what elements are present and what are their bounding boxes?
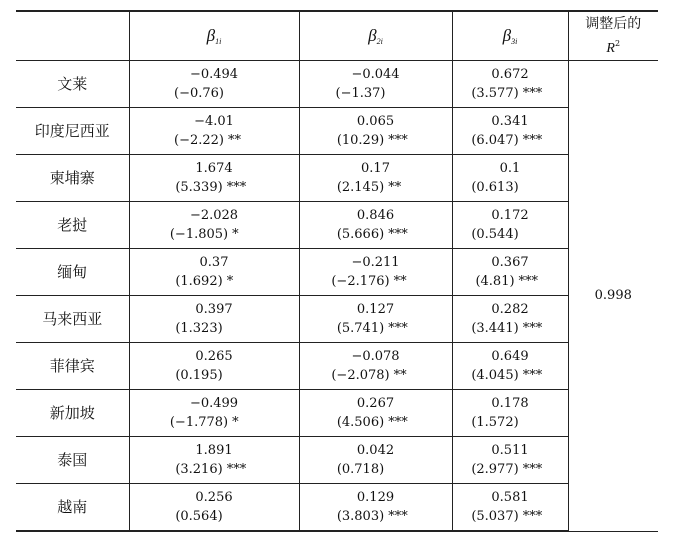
header-beta1: $\beta_{1i}$ (129, 11, 299, 61)
table-row (16, 484, 658, 532)
significance-stars: * (232, 227, 239, 242)
coefficient-value: 0.178 (491, 396, 529, 411)
t-statistic-value: (5.037) (471, 509, 519, 524)
t-statistic-value: (10.29) (336, 133, 385, 148)
coefficient-value: 0.649 (491, 349, 529, 364)
t-statistic-line (453, 131, 568, 150)
coefficient-value: −0.078 (351, 349, 400, 364)
coefficient-cell-b1 (129, 61, 299, 108)
t-statistic-value: (3.803) (336, 509, 385, 524)
t-statistic-line (130, 507, 299, 526)
coefficient-value: 0.1 (499, 161, 521, 176)
t-statistic-line (130, 225, 299, 244)
table-row (16, 390, 658, 437)
t-statistic-line (300, 84, 452, 103)
coefficient-cell-b2 (299, 343, 452, 390)
significance-stars: *** (522, 133, 543, 148)
coefficient-cell-b1 (129, 202, 299, 249)
t-statistic-value: (1.323) (175, 321, 223, 336)
header-beta2: $\beta_{2i}$ (299, 11, 452, 61)
t-statistic-line (300, 460, 452, 479)
t-statistic-value: (2.145) (336, 180, 385, 195)
coefficient-value: 0.511 (491, 443, 529, 458)
significance-stars: *** (388, 133, 408, 148)
t-statistic-value: (0.195) (175, 368, 223, 383)
coefficient-value: −4.01 (194, 114, 234, 129)
coefficient-cell-b2 (299, 437, 452, 484)
significance-stars: *** (518, 274, 539, 289)
t-statistic-value: (0.718) (336, 462, 385, 477)
coefficient-cell-b1 (129, 343, 299, 390)
coefficient-value: 1.891 (195, 443, 233, 458)
table-row (16, 155, 658, 202)
t-statistic-value: (3.216) (175, 462, 223, 477)
coefficient-value: 0.367 (491, 255, 529, 270)
significance-stars: *** (388, 415, 408, 430)
t-statistic-value: (5.339) (175, 180, 223, 195)
t-statistic-value: (0.564) (175, 509, 223, 524)
t-statistic-line (453, 507, 568, 526)
t-statistic-value: (1.572) (471, 415, 519, 430)
t-statistic-value: (5.666) (336, 227, 385, 242)
country-cell: 文莱 (16, 61, 129, 108)
coefficient-cell-b1 (129, 390, 299, 437)
t-statistic-line (300, 272, 452, 291)
coefficient-cell-b2 (299, 108, 452, 155)
t-statistic-value: (0.544) (471, 227, 519, 242)
coefficient-cell-b3 (452, 343, 568, 390)
header-row (16, 11, 658, 61)
t-statistic-line (130, 131, 299, 150)
table-row (16, 343, 658, 390)
coefficient-value: 0.397 (195, 302, 233, 317)
coefficient-value: 0.065 (356, 114, 395, 129)
coefficient-cell-b3 (452, 437, 568, 484)
coefficient-value: 0.267 (356, 396, 395, 411)
t-statistic-line (130, 272, 299, 291)
coefficient-value: 0.256 (195, 490, 233, 505)
coefficient-value: 0.282 (491, 302, 529, 317)
t-statistic-value: (1.692) (175, 274, 223, 289)
coefficient-cell-b3 (452, 155, 568, 202)
country-cell: 马来西亚 (16, 296, 129, 343)
t-statistic-value: (3.577) (471, 86, 519, 101)
t-statistic-line (453, 225, 568, 244)
coefficient-cell-b3 (452, 390, 568, 437)
table-row (16, 437, 658, 484)
t-statistic-line (453, 413, 568, 432)
significance-stars: *** (388, 227, 408, 242)
t-statistic-value: (−1.778) (169, 415, 229, 430)
t-statistic-value: (−2.22) (174, 133, 224, 148)
significance-stars: * (226, 274, 234, 289)
t-statistic-line (130, 366, 299, 385)
t-statistic-value: (−1.37) (335, 86, 386, 101)
country-cell: 老挝 (16, 202, 129, 249)
country-cell: 新加坡 (16, 390, 129, 437)
regression-results-table (16, 10, 658, 532)
t-statistic-line (453, 84, 568, 103)
coefficient-value: 0.265 (195, 349, 233, 364)
coefficient-cell-b3 (452, 202, 568, 249)
country-cell: 菲律宾 (16, 343, 129, 390)
t-statistic-line (300, 319, 452, 338)
coefficient-value: −0.044 (351, 67, 400, 82)
coefficient-cell-b1 (129, 108, 299, 155)
country-cell: 泰国 (16, 437, 129, 484)
coefficient-cell-b2 (299, 202, 452, 249)
country-cell: 柬埔寨 (16, 155, 129, 202)
t-statistic-value: (4.81) (475, 274, 515, 289)
t-statistic-value: (3.441) (471, 321, 519, 336)
significance-stars: *** (522, 86, 543, 101)
t-statistic-value: (6.047) (471, 133, 519, 148)
coefficient-value: 0.17 (361, 161, 390, 176)
t-statistic-line (300, 507, 452, 526)
significance-stars: ** (388, 180, 402, 195)
table-row (16, 61, 658, 108)
t-statistic-line (453, 319, 568, 338)
coefficient-value: 0.581 (491, 490, 529, 505)
table-row (16, 296, 658, 343)
coefficient-value: 0.172 (491, 208, 529, 223)
header-beta3: $\beta_{3i}$ (452, 11, 568, 61)
significance-stars: *** (522, 321, 543, 336)
t-statistic-line (130, 319, 299, 338)
coefficient-value: 0.127 (356, 302, 395, 317)
significance-stars: *** (388, 321, 408, 336)
header-adjusted-r2: 调整后的 $R^2$ (568, 11, 658, 61)
coefficient-value: 1.674 (195, 161, 233, 176)
table-row (16, 108, 658, 155)
t-statistic-line (453, 460, 568, 479)
t-statistic-line (300, 225, 452, 244)
table-row (16, 249, 658, 296)
t-statistic-line (130, 413, 299, 432)
t-statistic-line (130, 178, 299, 197)
t-statistic-line (300, 413, 452, 432)
significance-stars: *** (522, 462, 543, 477)
coefficient-value: 0.37 (199, 255, 229, 270)
t-statistic-line (453, 272, 568, 291)
coefficient-cell-b1 (129, 437, 299, 484)
header-empty-cell (16, 11, 129, 61)
coefficient-cell-b2 (299, 484, 452, 532)
t-statistic-value: (4.045) (471, 368, 519, 383)
coefficient-cell-b2 (299, 296, 452, 343)
t-statistic-value: (2.977) (471, 462, 519, 477)
country-cell: 印度尼西亚 (16, 108, 129, 155)
coefficient-cell-b3 (452, 61, 568, 108)
coefficient-cell-b1 (129, 484, 299, 532)
t-statistic-value: (0.613) (471, 180, 519, 195)
coefficient-cell-b1 (129, 249, 299, 296)
coefficient-cell-b3 (452, 249, 568, 296)
adjusted-r2-value: 0.998 (568, 61, 658, 532)
coefficient-value: −0.211 (351, 255, 400, 270)
t-statistic-line (453, 366, 568, 385)
t-statistic-line (130, 84, 299, 103)
coefficient-cell-b3 (452, 296, 568, 343)
significance-stars: *** (522, 368, 543, 383)
coefficient-cell-b1 (129, 296, 299, 343)
t-statistic-value: (5.741) (336, 321, 385, 336)
coefficient-value: 0.846 (356, 208, 395, 223)
coefficient-cell-b3 (452, 108, 568, 155)
coefficient-value: −0.499 (189, 396, 239, 411)
country-cell: 越南 (16, 484, 129, 532)
significance-stars: * (232, 415, 239, 430)
significance-stars: *** (388, 509, 408, 524)
significance-stars: ** (393, 274, 407, 289)
coefficient-cell-b2 (299, 155, 452, 202)
t-statistic-line (453, 178, 568, 197)
t-statistic-value: (4.506) (336, 415, 385, 430)
significance-stars: *** (522, 509, 543, 524)
coefficient-cell-b2 (299, 249, 452, 296)
t-statistic-value: (−2.078) (331, 368, 390, 383)
coefficient-cell-b2 (299, 61, 452, 108)
coefficient-value: 0.042 (356, 443, 395, 458)
significance-stars: ** (227, 133, 241, 148)
coefficient-value: −0.494 (189, 67, 239, 82)
t-statistic-line (300, 178, 452, 197)
coefficient-cell-b1 (129, 155, 299, 202)
table-row (16, 202, 658, 249)
t-statistic-line (300, 131, 452, 150)
coefficient-cell-b3 (452, 484, 568, 532)
t-statistic-value: (−2.176) (331, 274, 390, 289)
coefficient-value: −2.028 (189, 208, 239, 223)
significance-stars: *** (226, 462, 247, 477)
country-cell: 缅甸 (16, 249, 129, 296)
significance-stars: ** (393, 368, 407, 383)
coefficient-cell-b2 (299, 390, 452, 437)
coefficient-value: 0.129 (356, 490, 395, 505)
t-statistic-value: (−1.805) (169, 227, 229, 242)
t-statistic-value: (−0.76) (174, 86, 224, 101)
significance-stars: *** (226, 180, 247, 195)
coefficient-value: 0.672 (491, 67, 529, 82)
t-statistic-line (300, 366, 452, 385)
coefficient-value: 0.341 (491, 114, 529, 129)
t-statistic-line (130, 460, 299, 479)
